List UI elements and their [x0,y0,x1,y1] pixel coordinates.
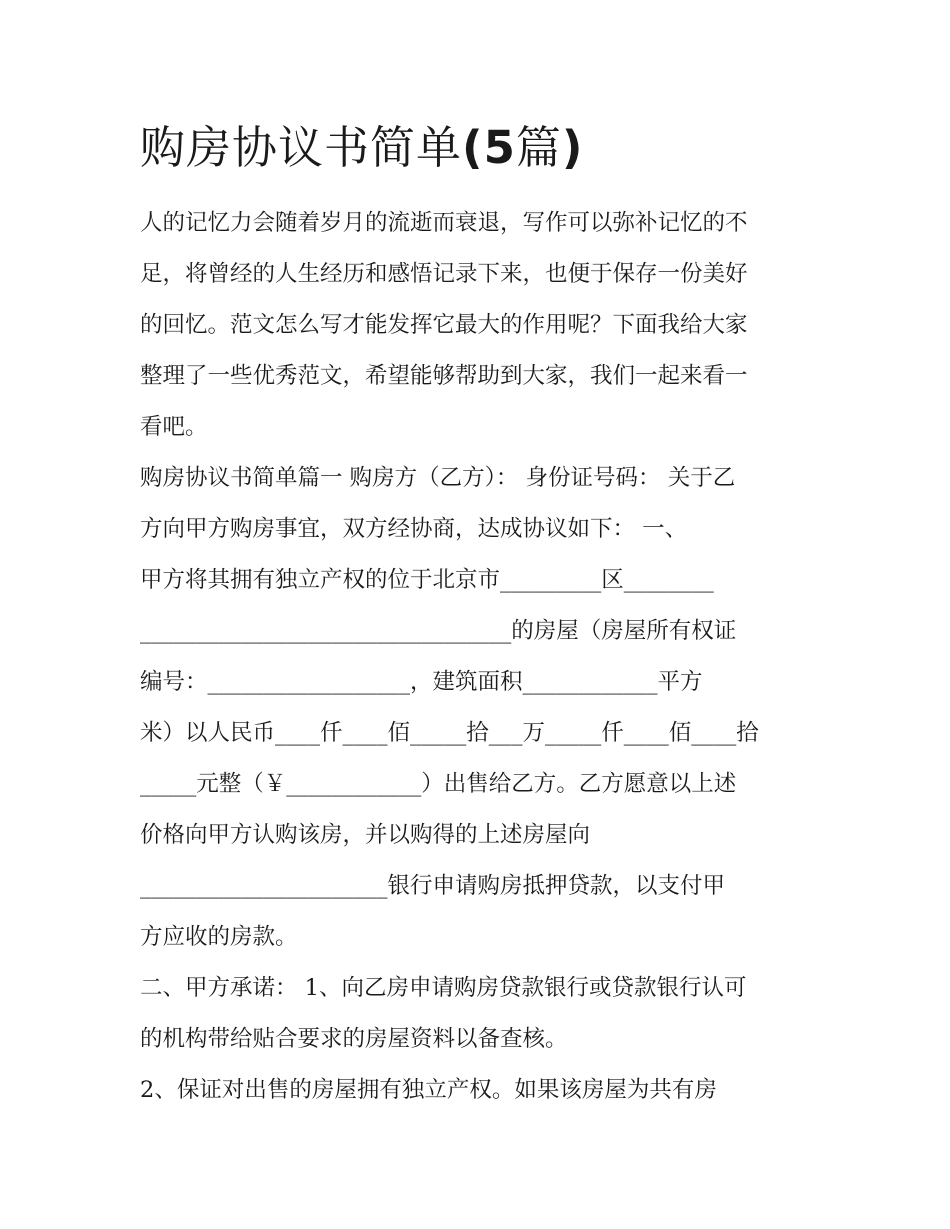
document-title [140,118,584,178]
body-line: 价格向甲方认购该房，并以购得的上述房屋向 [140,822,591,848]
body-line: 的回忆。范文怎么写才能发挥它最大的作用呢？下面我给大家 [140,312,748,338]
body-line: ______________________银行申请购房抵押贷款，以支付甲 [140,873,726,899]
title-unit: 篇 [515,121,562,174]
body-line: 方向甲方购房事宜，双方经协商，达成协议如下： 一、 [140,516,688,542]
body-line: 购房协议书简单篇一 购房方（乙方）： 身份证号码： 关于乙 [140,465,736,491]
body-line: 整理了一些优秀范文，希望能够帮助到大家，我们一起来看一 [140,363,748,389]
body-line: 编号：__________________，建筑面积____________平方 [140,669,703,695]
title-close: ) [561,121,584,174]
body-line: _____元整（￥____________）出售给乙方。乙方愿意以上述 [140,771,737,797]
title-main: 购房协议书简单 [140,121,463,174]
body-line: _________________________________的房屋（房屋所有权证 [140,618,737,644]
body-line: 看吧。 [140,414,208,440]
document-body [140,198,820,1116]
document-page [140,0,820,1229]
body-line: 足，将曾经的人生经历和感悟记录下来，也便于保存一份美好 [140,261,748,287]
body-line: 方应收的房款。 [140,924,298,950]
body-line: 甲方将其拥有独立产权的位于北京市_________区________ [140,567,714,593]
body-line: 人的记忆力会随着岁月的流逝而衰退，写作可以弥补记忆的不 [140,210,748,236]
body-line: 米）以人民币____仟____佰_____拾___万_____仟____佰____拾 [140,720,759,746]
title-count: (5 [462,121,516,174]
body-line: 二、甲方承诺： 1、向乙房申请购房贷款银行或贷款银行认可 [140,975,747,1001]
body-line: 2、保证对出售的房屋拥有独立产权。如果该房屋为共有房 [140,1077,717,1103]
body-line: 的机构带给贴合要求的房屋资料以备查核。 [140,1026,568,1052]
